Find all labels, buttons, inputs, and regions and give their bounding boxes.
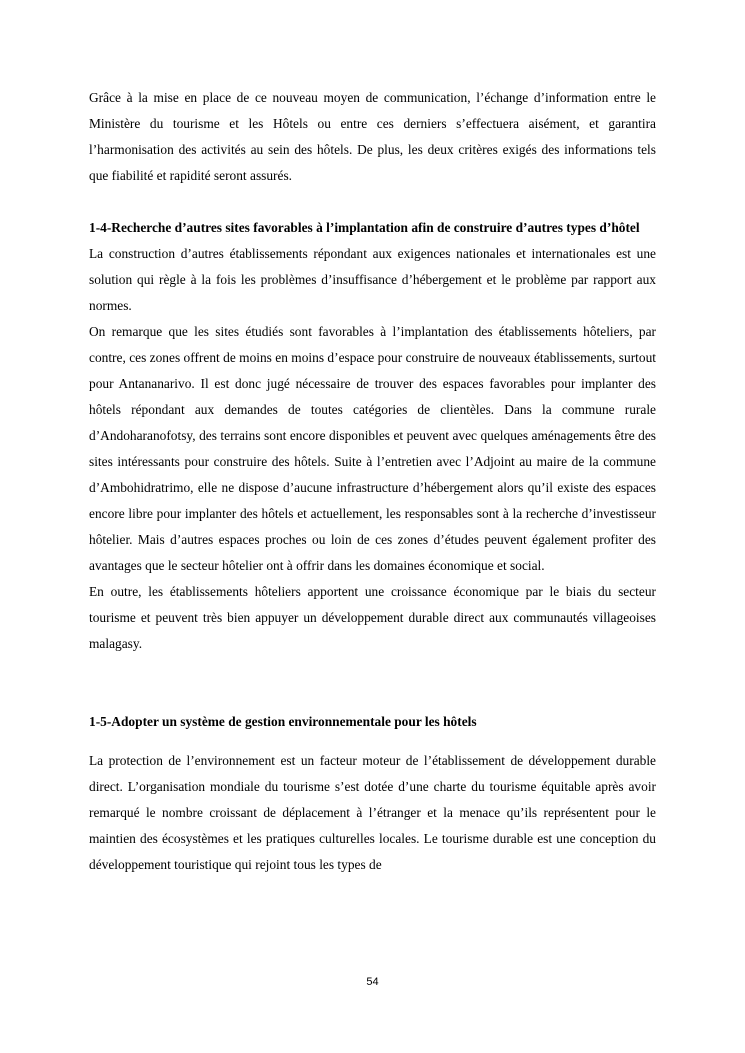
spacer	[89, 189, 656, 215]
page-content	[89, 85, 656, 878]
section-1-4-paragraph-3: En outre, les établissements hôteliers apportent une croissance économique par le biais du secteur tourisme et peuvent très bien appuyer un développement durable direct aux communautés villageoises malagasy.	[89, 584, 656, 651]
section-heading-1-4: 1-4-Recherche d’autres sites favorables à l’implantation afin de construire d’autres types d’hôtel	[89, 220, 640, 235]
section-1-5-paragraph-1: La protection de l’environnement est un facteur moteur de l’établissement de développement durable direct. L’organisation mondiale du tourisme s’est dotée d’une charte du tourisme équitable après avoir remarqué le nombre croissant de déplacement à l’étranger et la menace qu’ils représentent pour le maintien des écosystèmes et les pratiques culturelles locales. Le tourisme durable est une conception du développement touristique qui rejoint tous les types de	[89, 753, 656, 872]
section-1-4-paragraph-1: La construction d’autres établissements répondant aux exigences nationales et internationales est une solution qui règle à la fois les problèmes d’insuffisance d’hébergement et le problème par rapport aux normes.	[89, 246, 656, 313]
page-number: 54	[366, 976, 379, 988]
spacer	[89, 735, 656, 748]
spacer	[89, 657, 656, 709]
section-heading-1-5: 1-5-Adopter un système de gestion environnementale pour les hôtels	[89, 714, 477, 729]
intro-paragraph: Grâce à la mise en place de ce nouveau moyen de communication, l’échange d’information entre le Ministère du tourisme et les Hôtels ou entre ces derniers s’effectuera aisément, et garantira l’harmonisation des activités au sein des hôtels. De plus, les deux critères exigés des informations tels que fiabilité et rapidité seront assurés.	[89, 90, 656, 183]
section-1-4-paragraph-2: On remarque que les sites étudiés sont favorables à l’implantation des établissements hôteliers, par contre, ces zones offrent de moins en moins d’espace pour construire de nouveaux établissements, surtout pour Antananarivo. Il est donc jugé nécessaire de trouver des espaces favorables pour implanter des hôtels répondant aux demandes de toutes catégories de clientèles. Dans la commune rurale d’Andoharanofotsy, des terrains sont encore disponibles et peuvent avec quelques aménagements être des sites intéressants pour construire des hôtels. Suite à l’entretien avec l’Adjoint au maire de la commune d’Ambohidratrimo, elle ne dispose d’aucune infrastructure d’hébergement alors qu’il existe des espaces encore libre pour implanter des hôtels et actuellement, les responsables sont à la recherche d’investisseur hôtelier. Mais d’autres espaces proches ou loin de ces zones d’études peuvent également profiter des avantages que le secteur hôtelier ont à offrir dans les domaines économique et social.	[89, 324, 656, 573]
